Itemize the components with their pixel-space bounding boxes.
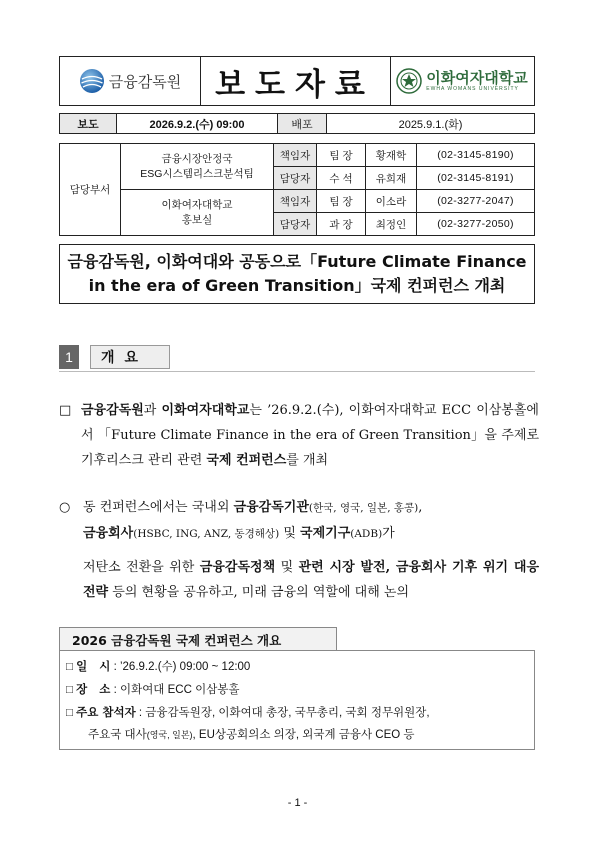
text-firm-list: (HSBC, ING, ANZ, 동경해상) (133, 528, 280, 540)
text-adb: (ADB) (350, 528, 383, 540)
contact-title: 팀 장 (317, 144, 366, 167)
overview-title: 2026 금융감독원 국제 컨퍼런스 개요 (59, 627, 337, 651)
ewha-name: 이화여자대학교 (426, 69, 528, 87)
dept-fss (121, 144, 274, 190)
press-header (59, 56, 535, 106)
contact-name: 이소라 (366, 190, 417, 213)
contact-role: 책임자 (274, 144, 317, 167)
fss-name: 금융감독원 (108, 73, 182, 91)
fss-logo-cell (60, 57, 201, 105)
overview-attendees-cont (66, 724, 534, 746)
overview-row-datetime (66, 655, 534, 678)
contacts-table (59, 143, 535, 236)
text-span: 및 (279, 526, 301, 541)
text-span: 가 (382, 526, 395, 541)
ewha-logo-cell (390, 57, 534, 105)
text-strategy: 관련 시장 발전, 금융회사 기후 위기 대응 전략 (83, 560, 540, 600)
checkbox-bullet-icon: □ (59, 403, 72, 418)
text-fss: 금융감독원 (81, 403, 144, 418)
circle-bullet-icon: ○ (59, 500, 71, 515)
distribution-label: 배포 (278, 114, 327, 134)
contact-title: 팀 장 (317, 190, 366, 213)
ewha-logo (396, 68, 527, 94)
contact-title: 수 석 (317, 167, 366, 190)
press-title: 보도자료 (215, 66, 375, 103)
dept-line: 금융시장안정국 (161, 152, 233, 165)
contact-name: 최정인 (366, 213, 417, 236)
overview-key: 일 시 (76, 659, 111, 673)
headline-line-1: 금융감독원, 이화여대와 공동으로「Future Climate Finance (67, 252, 527, 271)
paragraph-detail (59, 495, 539, 605)
overview-value: : 금융감독원장, 이화여대 총장, 국무총리, 국회 정무위원장, (138, 707, 430, 719)
text-countries: (한국, 영국, 일본, 홍콩) (308, 502, 419, 514)
ewha-subtitle: EWHA WOMANS UNIVERSITY (426, 85, 519, 92)
text-span: , (418, 500, 423, 515)
overview-box (59, 650, 535, 750)
text-regulators: 금융감독기관 (233, 500, 309, 515)
text-span: 를 개최 (286, 453, 329, 468)
overview-value: : 이화여대 ECC 이삼봉홀 (113, 684, 240, 696)
section-title: 개요 (90, 345, 170, 369)
release-datetime: 2026.9.2.(수) 09:00 (117, 114, 278, 134)
text-intl-org: 국제기구 (300, 526, 351, 541)
text-span: (영국, 일본) (146, 730, 193, 740)
paragraph-main (59, 398, 539, 473)
dept-line: ESG시스템리스크분석팀 (140, 167, 254, 180)
paragraph-main-text (81, 398, 539, 473)
text-financial-firms: 금융회사 (83, 526, 134, 541)
release-info (59, 113, 535, 134)
overview-row-attendees (66, 701, 534, 724)
press-title-cell (200, 57, 391, 105)
checkbox-bullet-icon: □ (66, 707, 73, 719)
text-policy: 금융감독정책 (199, 560, 276, 575)
text-ewha: 이화여자대학교 (161, 403, 250, 418)
page-number: - 1 - (287, 797, 308, 809)
text-span: , EU상공회의소 의장, 외국계 금융사 CEO 등 (192, 729, 415, 741)
text-span: 주요국 대사 (88, 729, 147, 741)
fss-logo (79, 68, 181, 94)
checkbox-bullet-icon: □ (66, 684, 73, 696)
contact-name: 유희재 (366, 167, 417, 190)
headline-line-2: in the era of Green Transition」국제 컨퍼런스 개최 (88, 276, 506, 295)
contact-phone: (02-3277-2050) (417, 213, 535, 236)
text-span: 는 ’26.9.2.(수), 이화여자대학교 ECC 이삼봉홀에서 「Future Climate Finance in the era of Green Transition」을 주제로 기후리스크 관리 관련 (81, 403, 539, 468)
text-span: 및 (275, 560, 299, 575)
text-span: 저탄소 전환을 위한 (83, 560, 200, 575)
text-conference: 국제 컨퍼런스 (206, 453, 287, 468)
contact-role: 담당자 (274, 213, 317, 236)
contact-name: 황재학 (366, 144, 417, 167)
contact-phone: (02-3145-8191) (417, 167, 535, 190)
contact-title: 과 장 (317, 213, 366, 236)
fss-emblem-icon (79, 68, 105, 94)
section-divider (59, 371, 535, 372)
text-span: 등의 현황을 공유하고, 미래 금융의 역할에 대해 논의 (108, 585, 410, 600)
contact-phone: (02-3277-2047) (417, 190, 535, 213)
contact-role: 담당자 (274, 167, 317, 190)
dept-ewha (121, 190, 274, 236)
text-span: 과 (143, 403, 162, 418)
dept-line: 홍보실 (181, 213, 213, 226)
paragraph-detail-text-2 (83, 555, 539, 605)
text-span: 동 컨퍼런스에서는 국내외 (83, 500, 234, 515)
paragraph-detail-text (83, 495, 539, 547)
section-number: 1 (59, 345, 79, 369)
overview-key: 장 소 (76, 682, 111, 696)
dept-line: 이화여자대학교 (161, 198, 233, 211)
release-label: 보도 (60, 114, 117, 134)
checkbox-bullet-icon: □ (66, 661, 73, 673)
overview-row-venue (66, 678, 534, 701)
contact-phone: (02-3145-8190) (417, 144, 535, 167)
overview-value: : ’26.9.2.(수) 09:00 ~ 12:00 (113, 661, 251, 673)
distribution-date: 2025.9.1.(화) (327, 114, 535, 134)
overview-key: 주요 참석자 (76, 705, 136, 719)
contact-role: 책임자 (274, 190, 317, 213)
dept-label: 담당부서 (60, 144, 121, 236)
headline-box (59, 244, 535, 304)
ewha-emblem-icon (396, 68, 422, 94)
